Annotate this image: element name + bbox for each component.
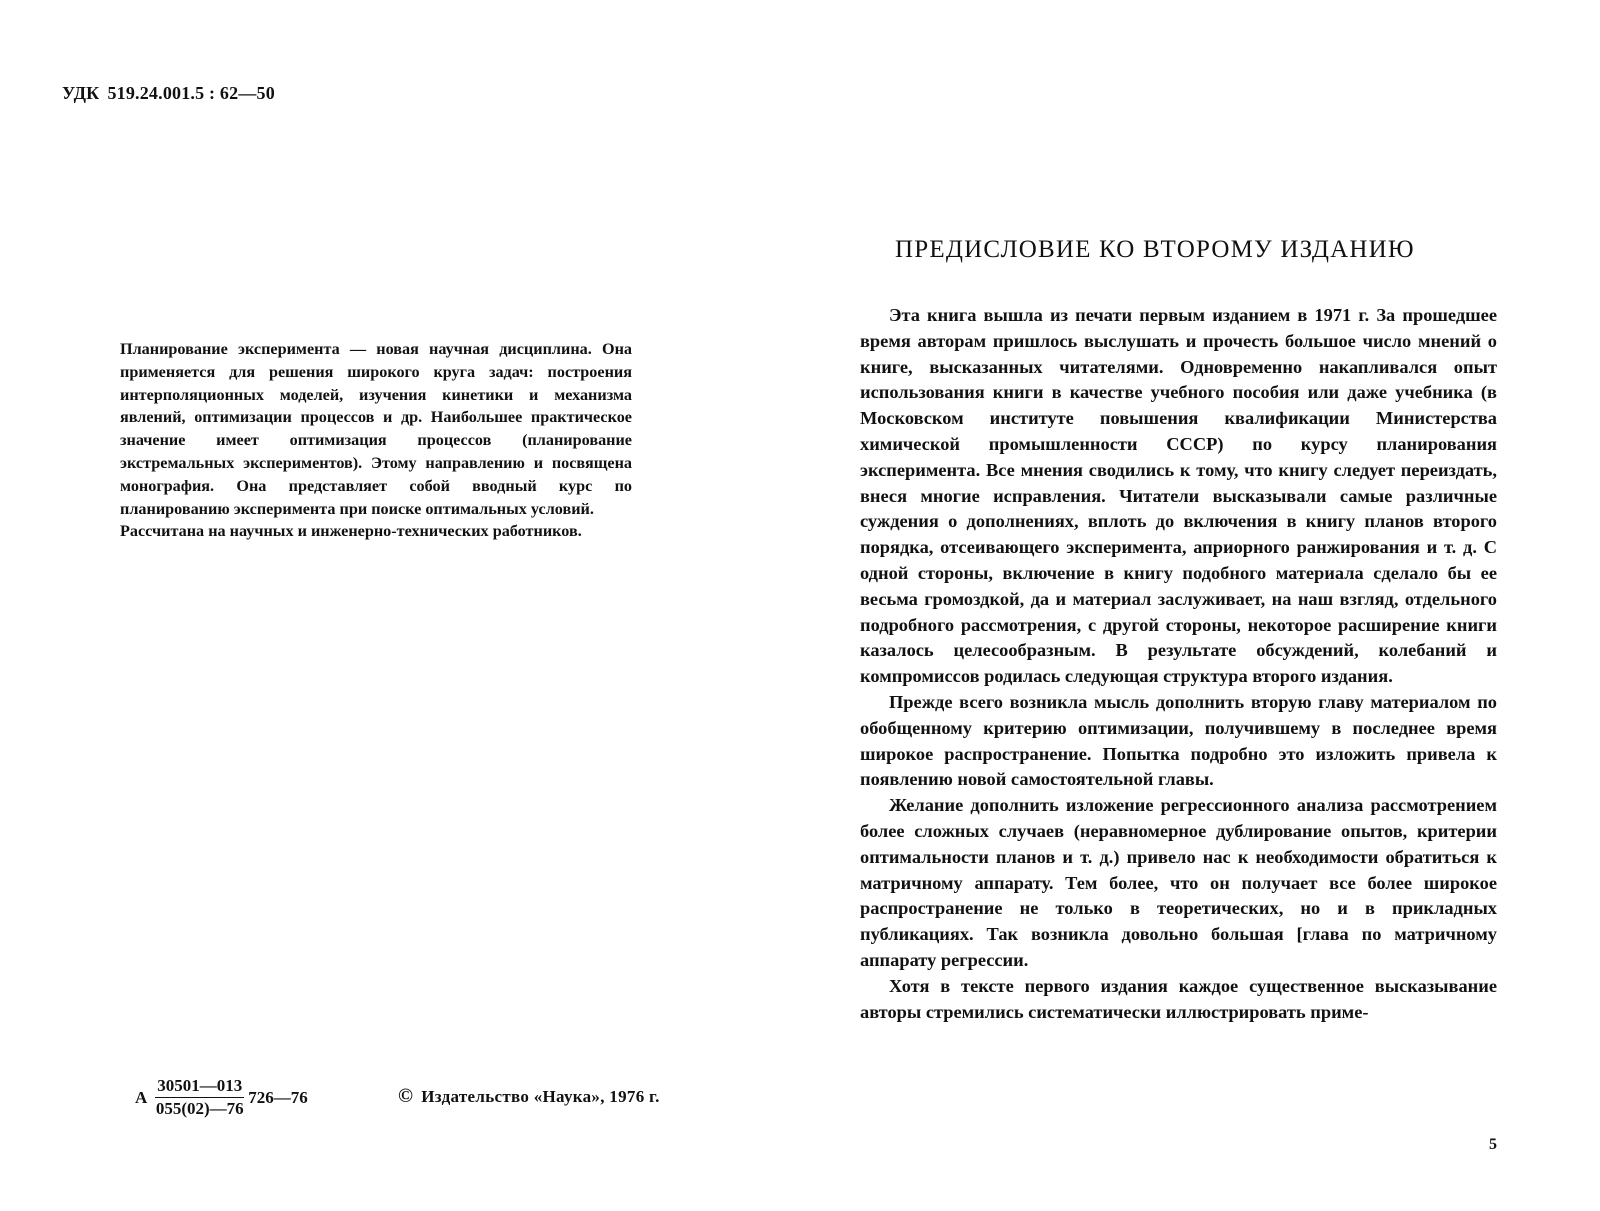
index-fraction <box>155 1076 244 1119</box>
publication-index-code <box>135 1076 308 1119</box>
preface-body <box>860 303 1497 1025</box>
annotation-paragraph-1: Планирование эксперимента — новая научная дисциплина. Она применяется для решения широкого круга задач: построения интерполяционных моделей, изучения кинетики и механизма явлений, оптимизации процессов и др. Наибольшее практическое значение имеет оптимизация процессов (планирование экстремальных экспериментов). Этому направлению и посвящена монография. Она представляет собой вводный курс по планированию эксперимента при поиске оптимальных условий. <box>120 340 632 518</box>
preface-paragraph-2: Прежде всего возникла мысль дополнить вторую главу материалом по обобщенному критерию оптимизации, получившему в последнее время широкое распространение. Попытка подробно это изложить привела к появлению новой самостоятельной главы. <box>860 691 1497 790</box>
book-annotation <box>120 338 632 543</box>
index-letter: А <box>135 1087 148 1107</box>
copyright-text: Издательство «Наука», 1976 г. <box>421 1087 660 1106</box>
right-page <box>800 0 1600 1211</box>
udk-classification <box>62 83 275 104</box>
copyright-notice <box>398 1085 660 1108</box>
udk-label: УДК <box>62 83 100 103</box>
index-denominator: 055(02)—76 <box>155 1099 244 1118</box>
page-number: 5 <box>1489 1136 1497 1153</box>
udk-code: 519.24.001.5 : 62—50 <box>107 83 275 103</box>
index-suffix: 726—76 <box>248 1087 308 1107</box>
preface-paragraph-3: Желание дополнить изложение регрессионного анализа рассмотрением более сложных случаев (неравномерное дублирование опытов, критерии оптимальности планов и т. д.) привело нас к необходимости обратиться к матричному аппарату. Тем более, что он получает все более широкое распространение не только в теоретических, но и в прикладных публикациях. Так возникла довольно большая [глава по матричному аппарату регрессии. <box>860 795 1497 970</box>
preface-paragraph-1: Эта книга вышла из печати первым изданием в 1971 г. За прошедшее время авторам пришлось выслушать и прочесть большое число мнений о книге, высказанных читателями. Одновременно накапливался опыт использования книги в качестве учебного пособия или даже учебника (в Московском институте повышения квалификации Министерства химической промышленности СССР) по курсу планирования эксперимента. Все мнения сводились к тому, что книгу следует переиздать, внеся многие исправления. Читатели высказывали самые различные суждения о дополнениях, вплоть до включения в книгу планов второго порядка, отсеивающего эксперимента, априорного ранжирования и т. д. С одной стороны, включение в книгу подобного материала сделало бы ее весьма громоздкой, да и материал заслуживает, на наш взгляд, отдельного подробного рассмотрения, с другой стороны, некоторое расширение книги казалось целесообразным. В результате обсуждений, колебаний и компромиссов родилась следующая структура второго издания. <box>860 305 1497 687</box>
preface-heading: ПРЕДИСЛОВИЕ КО ВТОРОМУ ИЗДАНИЮ <box>895 236 1415 263</box>
copyright-icon: © <box>398 1085 414 1107</box>
annotation-paragraph-2: Рассчитана на научных и инженерно-технических работников. <box>120 522 582 541</box>
index-numerator: 30501—013 <box>155 1076 244 1098</box>
preface-paragraph-4: Хотя в тексте первого издания каждое существенное высказывание авторы стремились систематически иллюстрировать приме- <box>860 975 1497 1022</box>
